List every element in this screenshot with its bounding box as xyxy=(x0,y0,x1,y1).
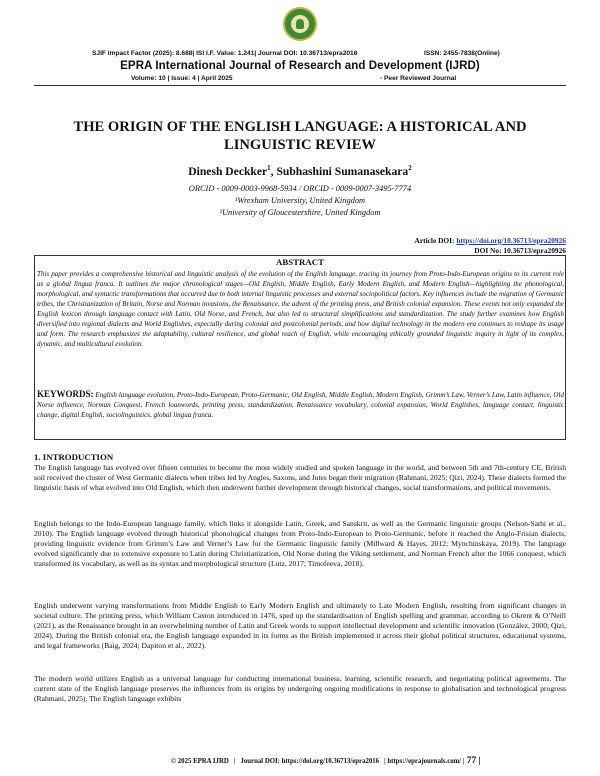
page-number: 77 | xyxy=(464,756,481,766)
body-paragraph-4: The modern world utilizes English as a universal language for conducting international business, learning, scientific research, and negotiating political agreements. The current state of the English language preserves the influences from its origins by undergoing ongoing modifications in response to globalisation and technological progress (Rahmani, 2025). The English language exhibits xyxy=(34,674,566,704)
article-doi-line xyxy=(414,236,566,245)
doi-number: DOI No: 10.36713/epra20926 xyxy=(474,246,566,255)
keywords-label: KEYWORDS: xyxy=(37,389,94,399)
footer-separator: | xyxy=(379,758,388,765)
orcid-line: ORCID - 0009-0003-9968-5934 / ORCID - 0009-0007-3495-7774 xyxy=(188,184,412,193)
article-doi-label: Article DOI: xyxy=(414,236,457,245)
body-paragraph-2: English belongs to the Indo-European language family, which links it alongside Latin, Greek, and Sanskrit, as well as the Germanic linguistic groups (Nelson-Sathi et al., 2010). The English language evolved through historical phonological changes from Proto-Indo-European to Proto-Germanic, before it reached the Anglo-Frisian dialects, providing linguistic evidence from Grimm’s Law and Verner’s Law for the Germanic linguistic family (Millward & Hayes, 2012; Mynchinskaya, 2019). The language evolved significantly due to extensive exposure to Latin during Christianization, Old Norse during the Viking settlement, and Norman French after the 1066 conquest, which transformed its vocabulary, as well as its syntax and morphological structure (Lutz, 2017; Timofeeva, 2018). xyxy=(34,519,566,569)
author-line xyxy=(0,164,600,178)
footer-copyright: © 2025 EPRA IJRD xyxy=(171,758,229,765)
footer-journal-doi[interactable]: Journal DOI: https://doi.org/10.36713/epra2016 xyxy=(240,758,380,765)
section-heading-introduction: 1. INTRODUCTION xyxy=(34,452,114,462)
author-2-superscript: 2 xyxy=(408,164,412,172)
keywords-block xyxy=(37,389,564,420)
volume-issue-text: Volume: 10 | Issue: 4 | April 2025 xyxy=(131,75,233,82)
footer-website-link[interactable]: https://eprajournals.com/ xyxy=(387,758,462,765)
journal-logo-emblem xyxy=(283,7,317,41)
keywords-text: English language evolution, Proto-Indo-European, Proto-Germanic, Old English, Middle English, Modern English, Grimm’s Law, Verner’s Law, Latin influence, Old Norse influence, Norman Conquest, French loanwords, printing press, standardization, Renaissance vocabulary, colonial expansion, World Englishes, language contact, linguistic change, digital English, sociolinguistics, global lingua franca. xyxy=(37,391,564,419)
paper-title: THE ORIGIN OF THE ENGLISH LANGUAGE: A HISTORICAL AND LINGUISTIC REVIEW xyxy=(73,119,527,153)
footer-separator: | xyxy=(228,758,241,765)
journal-title: EPRA International Journal of Research and Development (IJRD) xyxy=(120,60,480,72)
header-divider xyxy=(34,85,566,86)
article-doi-link[interactable]: https://doi.org/10.36713/epra20926 xyxy=(456,236,566,245)
body-paragraph-3: English underwent varying transformations from Middle English to Early Modern English and ultimately to Late Modern English, resulting from significant changes in societal culture. The printing press, which William Caxton introduced in 1476, sped up the standardisation of English spelling and grammar, according to Okrent & O’Neill (2021), as the Renaissance brought in an overwhelming number of Latin and Greek words to support intellectual development and scientific innovation (González, 2000; Qizi, 2024). During the British colonial era, the English language expanded in its forms as the British implemented it across their global political structures, educational systems, and legal frameworks (Baig, 2024; Dapiton et al., 2022). xyxy=(34,601,566,651)
author-1-superscript: 1 xyxy=(267,164,271,172)
abstract-heading: ABSTRACT xyxy=(276,257,324,267)
abstract-box xyxy=(34,255,566,440)
abstract-text: This paper provides a comprehensive historical and linguistic analysis of the evolution of the English language, tracing its journey from Proto-Indo-European origins to its current role as a global lingua franca. It outlines the major chronological stages—Old English, Middle English, Early Modern English, and Modern English—highlighting the phonological, morphological, and syntactic transformations that occurred due to both internal linguistic processes and external sociopolitical factors. Key influences include the migration of Germanic tribes, the Christianization of Britain, Norse and Norman invasions, the Renaissance, the advent of the printing press, and British colonial expansion. These events not only expanded the English lexicon through language contact with Latin, Old Norse, and French, but also led to structural simplifications and standardization. The study further examines how English diversified into regional dialects and World Englishes, especially during colonial and postcolonial periods, and how digital technology in the modern era continues to reshape its usage and form. The research emphasizes the adaptability, cultural resilience, and global reach of English, while encouraging ethically grounded linguistic inquiry in light of its complex, dynamic, and multicultural evolution. xyxy=(37,270,564,348)
body-paragraph-1: The English language has evolved over fifteen centuries to become the most widely studied and spoken language in the world, and between 5th and 7th-century CE, British soil received the cluster of West Germanic dialects when tribes led by Angles, Saxons, and Jutes began their migration (Rahmani, 2025; Qizi, 2024). These dialects formed the linguistic basis of what evolved into Old English, which then underwent further development through historical changes, social transformations, and political movements. xyxy=(34,463,566,493)
footer-separator: | xyxy=(461,758,465,765)
author-1-name: Dinesh Deckker xyxy=(188,164,268,178)
issn-text: ISSN: 2455-7838(Online) xyxy=(424,50,500,57)
impact-factor-text: SJIF Impact Factor (2025): 8.688| ISI I.F. Value: 1.241| Journal DOI: 10.36713/epra2016 xyxy=(92,50,358,57)
author-2-name: , Subhashini Sumanasekara xyxy=(270,164,409,178)
peer-review-text: - Peer Reviewed Journal xyxy=(380,75,457,82)
affiliation-1: ¹Wrexham University, United Kingdom xyxy=(234,196,366,205)
affiliation-2: ²University of Gloucestershire, United Kingdom xyxy=(219,208,381,217)
